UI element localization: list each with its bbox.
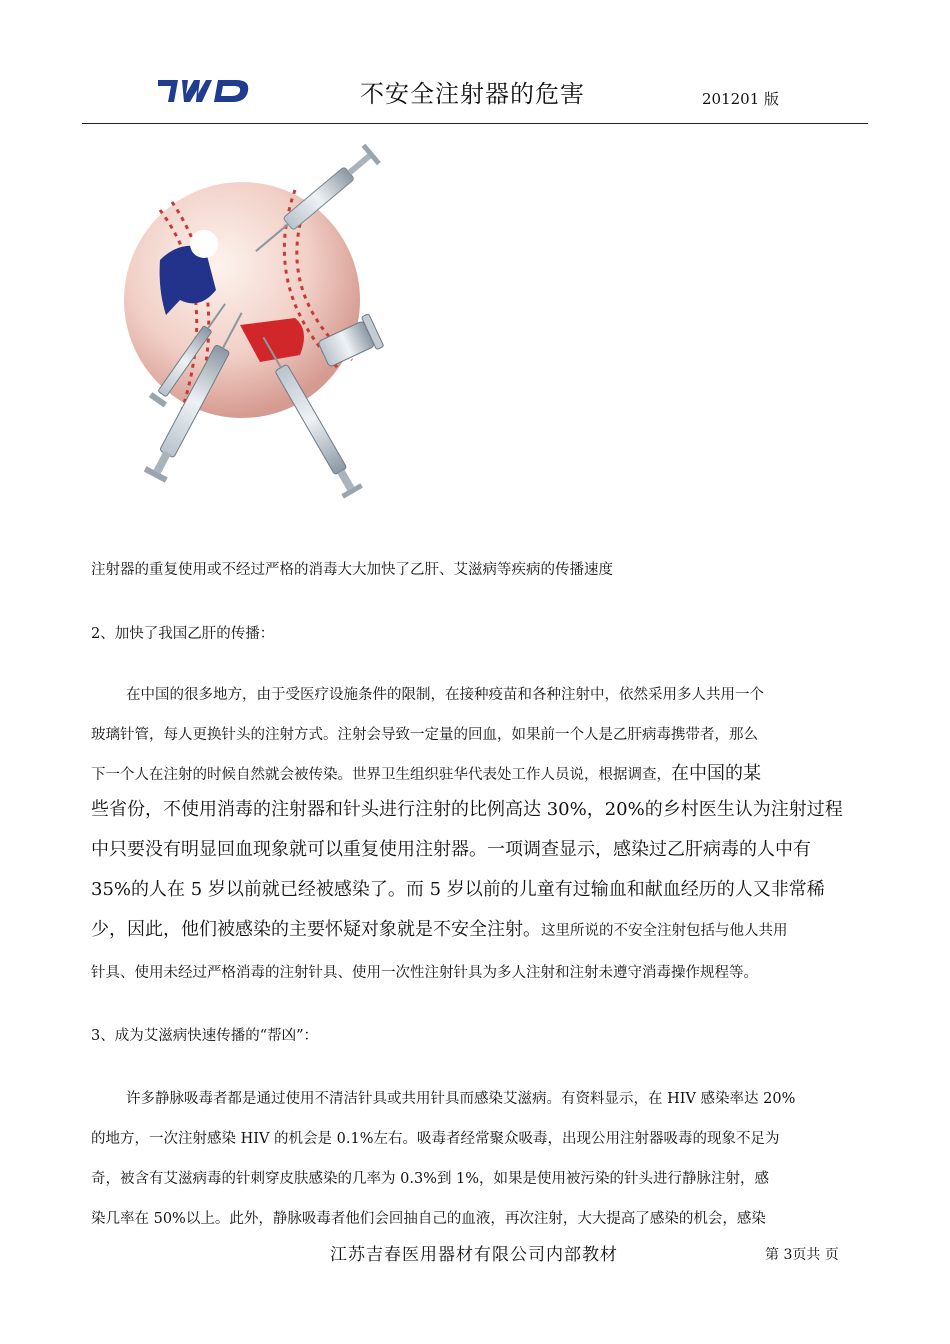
figure-caption: 注射器的重复使用或不经过严格的消毒大大加快了乙肝、艾滋病等疾病的传播速度 <box>91 562 613 578</box>
page-header <box>82 68 868 124</box>
document-title: 不安全注射器的危害 <box>360 80 585 108</box>
section-3-line: 许多静脉吸毒者都是通过使用不清洁针具或共用针具而感染艾滋病。有资料显示，在 HIV 感染率达 20% <box>126 1091 796 1107</box>
section-2-line: 在中国的很多地方，由于受医疗设施条件的限制，在接种疫苗和各种注射中，依然采用多人共用一个 <box>126 687 764 703</box>
section-2-line: 针具、使用未经过严格消毒的注射针具、使用一次性注射针具为多人注射和注射未遵守消毒操作规程等。 <box>91 965 758 981</box>
section-3-line: 染几率在 50%以上。此外，静脉吸毒者他们会回抽自己的血液，再次注射，大大提高了感染的机会，感染 <box>91 1211 766 1227</box>
header-rule <box>82 123 868 124</box>
section-2-line: 些省份，不使用消毒的注射器和针头进行注射的比例高达 30%，20%的乡村医生认为注射过程 <box>91 799 843 820</box>
section-3-line: 奇，被含有艾滋病毒的针刺穿皮肤感染的几率为 0.3%到 1%，如果是使用被污染的针头进行静脉注射，感 <box>91 1171 770 1187</box>
company-logo <box>156 76 252 106</box>
footer-company: 江苏吉春医用器材有限公司内部教材 <box>330 1245 618 1265</box>
section-2-heading: 2、加快了我国乙肝的传播： <box>91 626 275 642</box>
section-2-line-text: 这里所说的不安全注射包括与他人共用 <box>541 923 788 939</box>
section-2-line-emphasis: 在中国的某 <box>671 763 761 784</box>
section-2-line: 35%的人在 5 岁以前就已经被感染了。而 5 岁以前的儿童有过输血和献血经历的人又非常稀 <box>91 879 825 900</box>
footer-page-number: 第 3页共 页 <box>765 1247 839 1263</box>
section-2-line: 中只要没有明显回血现象就可以重复使用注射器。一项调查显示，感染过乙肝病毒的人中有 <box>91 839 811 860</box>
section-3-line: 的地方，一次注射感染 HIV 的机会是 0.1%左右。吸毒者经常聚众吸毒，出现公用注射器吸毒的现象不足为 <box>91 1131 780 1147</box>
section-2-line <box>91 764 861 785</box>
version-label: 201201 版 <box>702 90 780 108</box>
baseball-syringe-illustration <box>120 140 410 500</box>
section-2-line <box>91 920 861 941</box>
section-2-line-emphasis: 少，因此，他们被感染的主要怀疑对象就是不安全注射。 <box>91 919 541 940</box>
section-2-line: 玻璃针管，每人更换针头的注射方式。注射会导致一定量的回血，如果前一个人是乙肝病毒携带者，那么 <box>91 727 758 743</box>
section-3-heading: 3、成为艾滋病快速传播的“帮凶”： <box>91 1028 319 1044</box>
section-2-line-text: 下一个人在注射的时候自然就会被传染。世界卫生组织驻华代表处工作人员说，根据调查， <box>91 767 671 783</box>
